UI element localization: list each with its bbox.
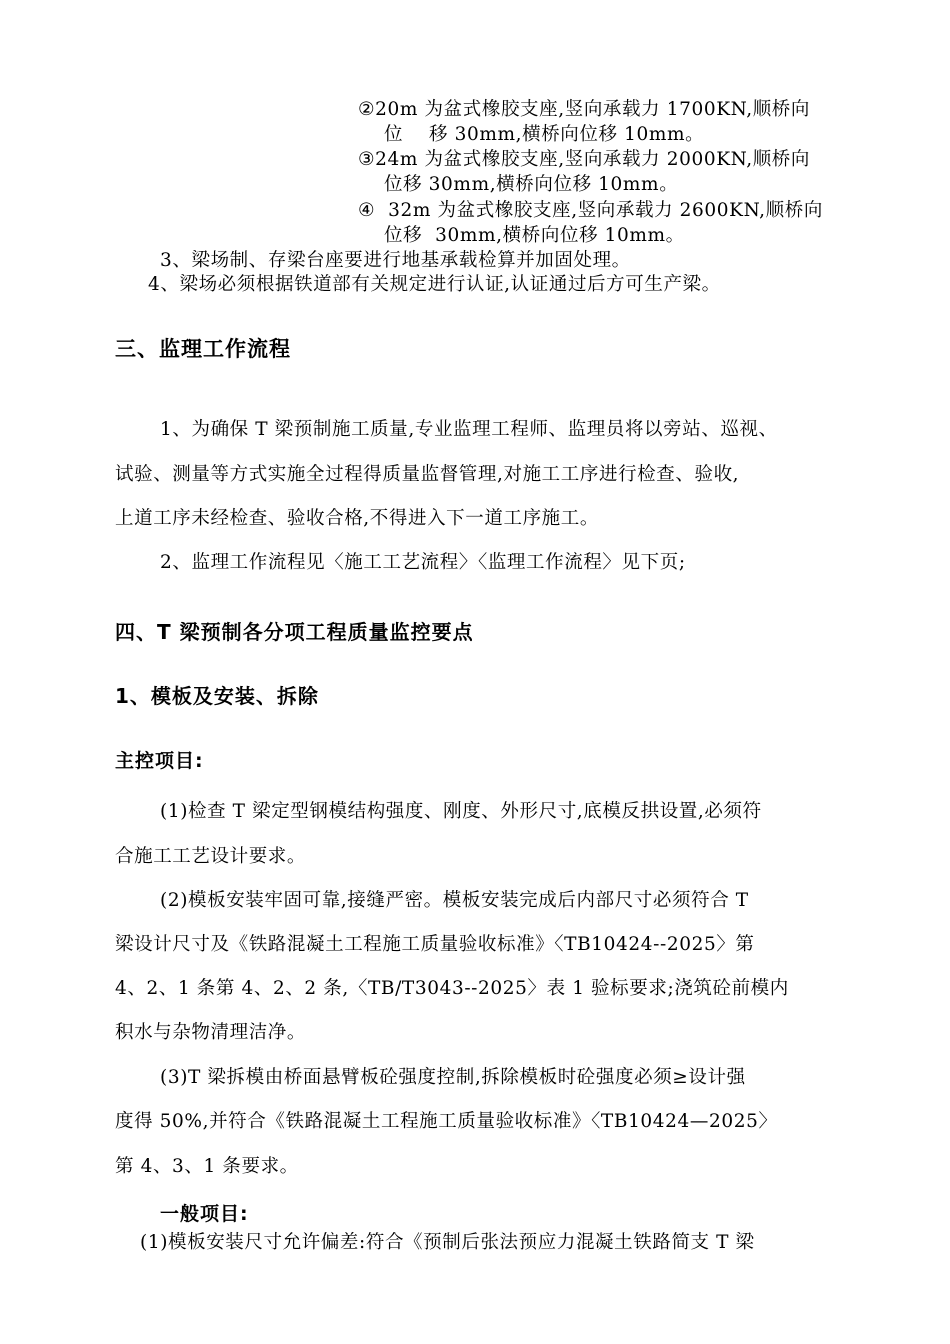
section-3-paragraph-1-line1: 1、为确保 T 梁预制施工质量,专业监理工程师、监理员将以旁站、巡视、 [160, 419, 778, 440]
section-3-paragraph-1-line2: 试验、测量等方式实施全过程得质量监督管理,对施工工序进行检查、验收, [115, 464, 740, 485]
bearing-item-32m-line2: 位移 30mm,横桥向位移 10mm。 [384, 225, 685, 246]
section-3-paragraph-2: 2、监理工作流程见〈施工工艺流程〉〈监理工作流程〉见下页; [160, 552, 686, 573]
bearing-item-24m-line2: 位移 30mm,横桥向位移 10mm。 [384, 174, 679, 195]
subsection-1-heading: 1、模板及安装、拆除 [115, 684, 319, 708]
section-4-heading: 四、T 梁预制各分项工程质量监控要点 [115, 620, 474, 644]
item-1-line1: (1)检查 T 梁定型钢模结构强度、刚度、外形尺寸,底模反拱设置,必须符 [160, 801, 762, 822]
list-item-4: 4、梁场必须根据铁道部有关规定进行认证,认证通过后方可生产梁。 [148, 274, 721, 295]
bearing-item-20m-line1: ②20m 为盆式橡胶支座,竖向承载力 1700KN,顺桥向 [358, 99, 810, 120]
general-items-label: 一般项目: [160, 1203, 249, 1225]
main-control-items-label: 主控项目: [115, 750, 204, 772]
item-3-line3: 第 4、3、1 条要求。 [115, 1156, 299, 1177]
item-2-line4: 积水与杂物清理洁净。 [115, 1022, 307, 1043]
list-item-3: 3、梁场制、存梁台座要进行地基承载检算并加固处理。 [160, 250, 631, 271]
item-3-line1: (3)T 梁拆模由桥面悬臂板砼强度控制,拆除模板时砼强度必须≥设计强 [160, 1067, 746, 1088]
bearing-item-20m-line2: 位 移 30mm,横桥向位移 10mm。 [384, 124, 705, 145]
general-item-1-line1: (1)模板安装尺寸允许偏差:符合《预制后张法预应力混凝土铁路简支 T 梁 [140, 1232, 755, 1253]
item-2-line2: 梁设计尺寸及《铁路混凝土工程施工质量验收标准》〈TB10424--2025〉第 [115, 934, 755, 955]
item-3-line2: 度得 50%,并符合《铁路混凝土工程施工质量验收标准》〈TB10424—2025〉 [115, 1111, 778, 1132]
item-2-line1: (2)模板安装牢固可靠,接缝严密。模板安装完成后内部尺寸必须符合 T [160, 890, 749, 911]
bearing-item-24m-line1: ③24m 为盆式橡胶支座,竖向承载力 2000KN,顺桥向 [358, 149, 810, 170]
item-2-line3: 4、2、1 条第 4、2、2 条,〈TB/T3043--2025〉表 1 验标要求;浇筑砼前模内 [115, 978, 789, 999]
item-1-line2: 合施工工艺设计要求。 [115, 846, 307, 867]
section-3-paragraph-1-line3: 上道工序未经检查、验收合格,不得进入下一道工序施工。 [115, 508, 599, 529]
bearing-item-32m-line1: ④ 32m 为盆式橡胶支座,竖向承载力 2600KN,顺桥向 [358, 200, 823, 221]
section-3-heading: 三、监理工作流程 [115, 337, 291, 361]
